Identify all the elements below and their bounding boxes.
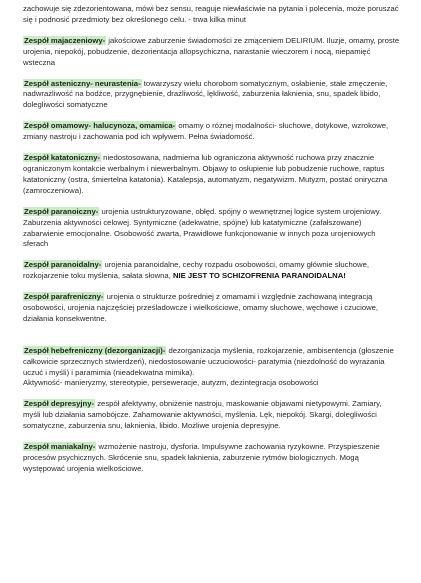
section-text: niedostosowana, nadmierna lub ograniczona aktywność ruchowa przy znacznie ograniczonym kontakcie werbalnym i niewerbalnym. Objawy to osłupienie lub pobudzenie ruchowe, raptus katatoniczny (ostra, śmiertelna katatonia). Katalepsja, automatyzm, negatywizm. Mutyzm, postać oniryczna (zamroczeniowa).	[23, 153, 388, 195]
section-text: urojenia o strukturze pośredniej z omamami i względnie zachowaną integracją osobowości, urojenia najczęściej prześladowcze i wielkościowe, omamy słuchowe, węchowe i czuciowe, działania konsekwentne.	[23, 292, 379, 323]
section-title: Zespół majaczeniowy-	[24, 35, 106, 45]
section-text: jakościowe zaburzenie świadomości ze zmąceniem DELIRIUM. Iluzje, omamy, proste urojenia, niepokój, pobudzenie, dezorientacja allopsychiczna, narastanie wieczorem i nocą, niepamięć wsteczna	[23, 35, 400, 67]
section-asteniczny	[23, 79, 401, 112]
section-text: urojenia paranoidalne, cechy rozpadu osobowości, omamy głównie słuchowe, rozkojarzenie toku myślenia, sałata słowna,	[23, 260, 369, 281]
section-title: Zespół asteniczny- neurastenia-	[24, 78, 141, 88]
section-depresyjny	[23, 399, 401, 432]
intro-text: zachowuje się zdezorientowana, mówi bez sensu, reaguje niewłaściwie na pytania i polecenia, może poruszać się i podnosić przedmioty bez określonego celu. - trwa kilka minut	[23, 4, 399, 24]
section-text: wzmożenie nastroju, dysforia. Impulsywne zachowania ryzykowne. Przyspieszenie procesów psychicznych. Skrócenie snu, spadek łaknienia, zaburzenie rytmów biologicznych. Mogą występować urojenia wielkościowe.	[23, 442, 380, 473]
section-katatoniczny	[23, 153, 401, 197]
section-title: Zespół hebefreniczny (dezorganizacji)-	[24, 345, 166, 355]
section-hebefreniczny	[23, 335, 401, 390]
section-text: omamy o różnej modalności- słuchowe, dotykowe, wzrokowe, zmiany nastroju i zachowania pod ich wpływem. Pełna świadomość.	[23, 121, 389, 142]
section-title: Zespół parafreniczny-	[24, 292, 104, 302]
section-emphasis: NIE JEST TO SCHIZOFRENIA PARANOIDALNA!	[172, 271, 346, 281]
section-title: Zespół maniakalny-	[24, 442, 96, 452]
section-title: Zespół depresyjny-	[24, 399, 95, 409]
section-paranoiczny	[23, 207, 401, 251]
section-omamowy	[23, 121, 401, 143]
section-text: zespół afektywny, obniżenie nastroju, maskowanie objawami nietypowymi. Zamiary, myśli lub działania samobójcze. Zahamowanie aktywności, myślenia. Lęk, niepokój. Skargi, dolegliwości somatyczne, zaburzenia snu, łaknienia, libido. Możliwe urojenia depresyjne.	[23, 399, 382, 431]
section-majaczeniowy	[23, 36, 401, 69]
section-parafreniczny	[23, 292, 401, 325]
section-text: dezorganizacja myślenia, rozkojarzenie, ambisentencja (głoszenie całkowicie sprzecznych stwierdzeń), niedostosowanie uczuciowości- paratymia (niezdolność do wyrażania uczuć i myśli) i paramimia (nieadekwatna mimika). Aktywność- manieryzmy, stereotypie, perseweracje, autyzm, dezintegracja osobowości	[23, 345, 394, 388]
section-maniakalny	[23, 442, 401, 475]
section-title: Zespół paranoiczny-	[24, 206, 99, 216]
intro-paragraph	[23, 4, 401, 26]
section-title: Zespół katatoniczny-	[24, 153, 101, 163]
section-text: urojenia ustrukturyzowane, obłęd. spójny o wewnętrznej logice system urojeniowy. Zaburzenia aktywności celowej. Syntymiczne (adekwatne, spójne) lub katatymiczne (zafałszowane) zabarwienie emocjonalne. Osobowość zwarta, Prawidłowe funkcjonowanie w innych poza urojeniowych sferach	[23, 206, 382, 249]
section-title: Zespół omamowy- halucynoza, omamica-	[24, 121, 176, 131]
section-title: Zespół paranoidalny-	[24, 260, 102, 270]
section-paranoidalny	[23, 260, 401, 282]
section-text: towarzyszy wielu chorobom somatycznym, osłabienie, stałe zmęczenie, nadwrażliwość na bodźce, przygnębienie, drażliwość, lękliwość, zaburzenia łaknienia, snu, spadek libido, dolegliwości somatyczne	[23, 78, 388, 110]
